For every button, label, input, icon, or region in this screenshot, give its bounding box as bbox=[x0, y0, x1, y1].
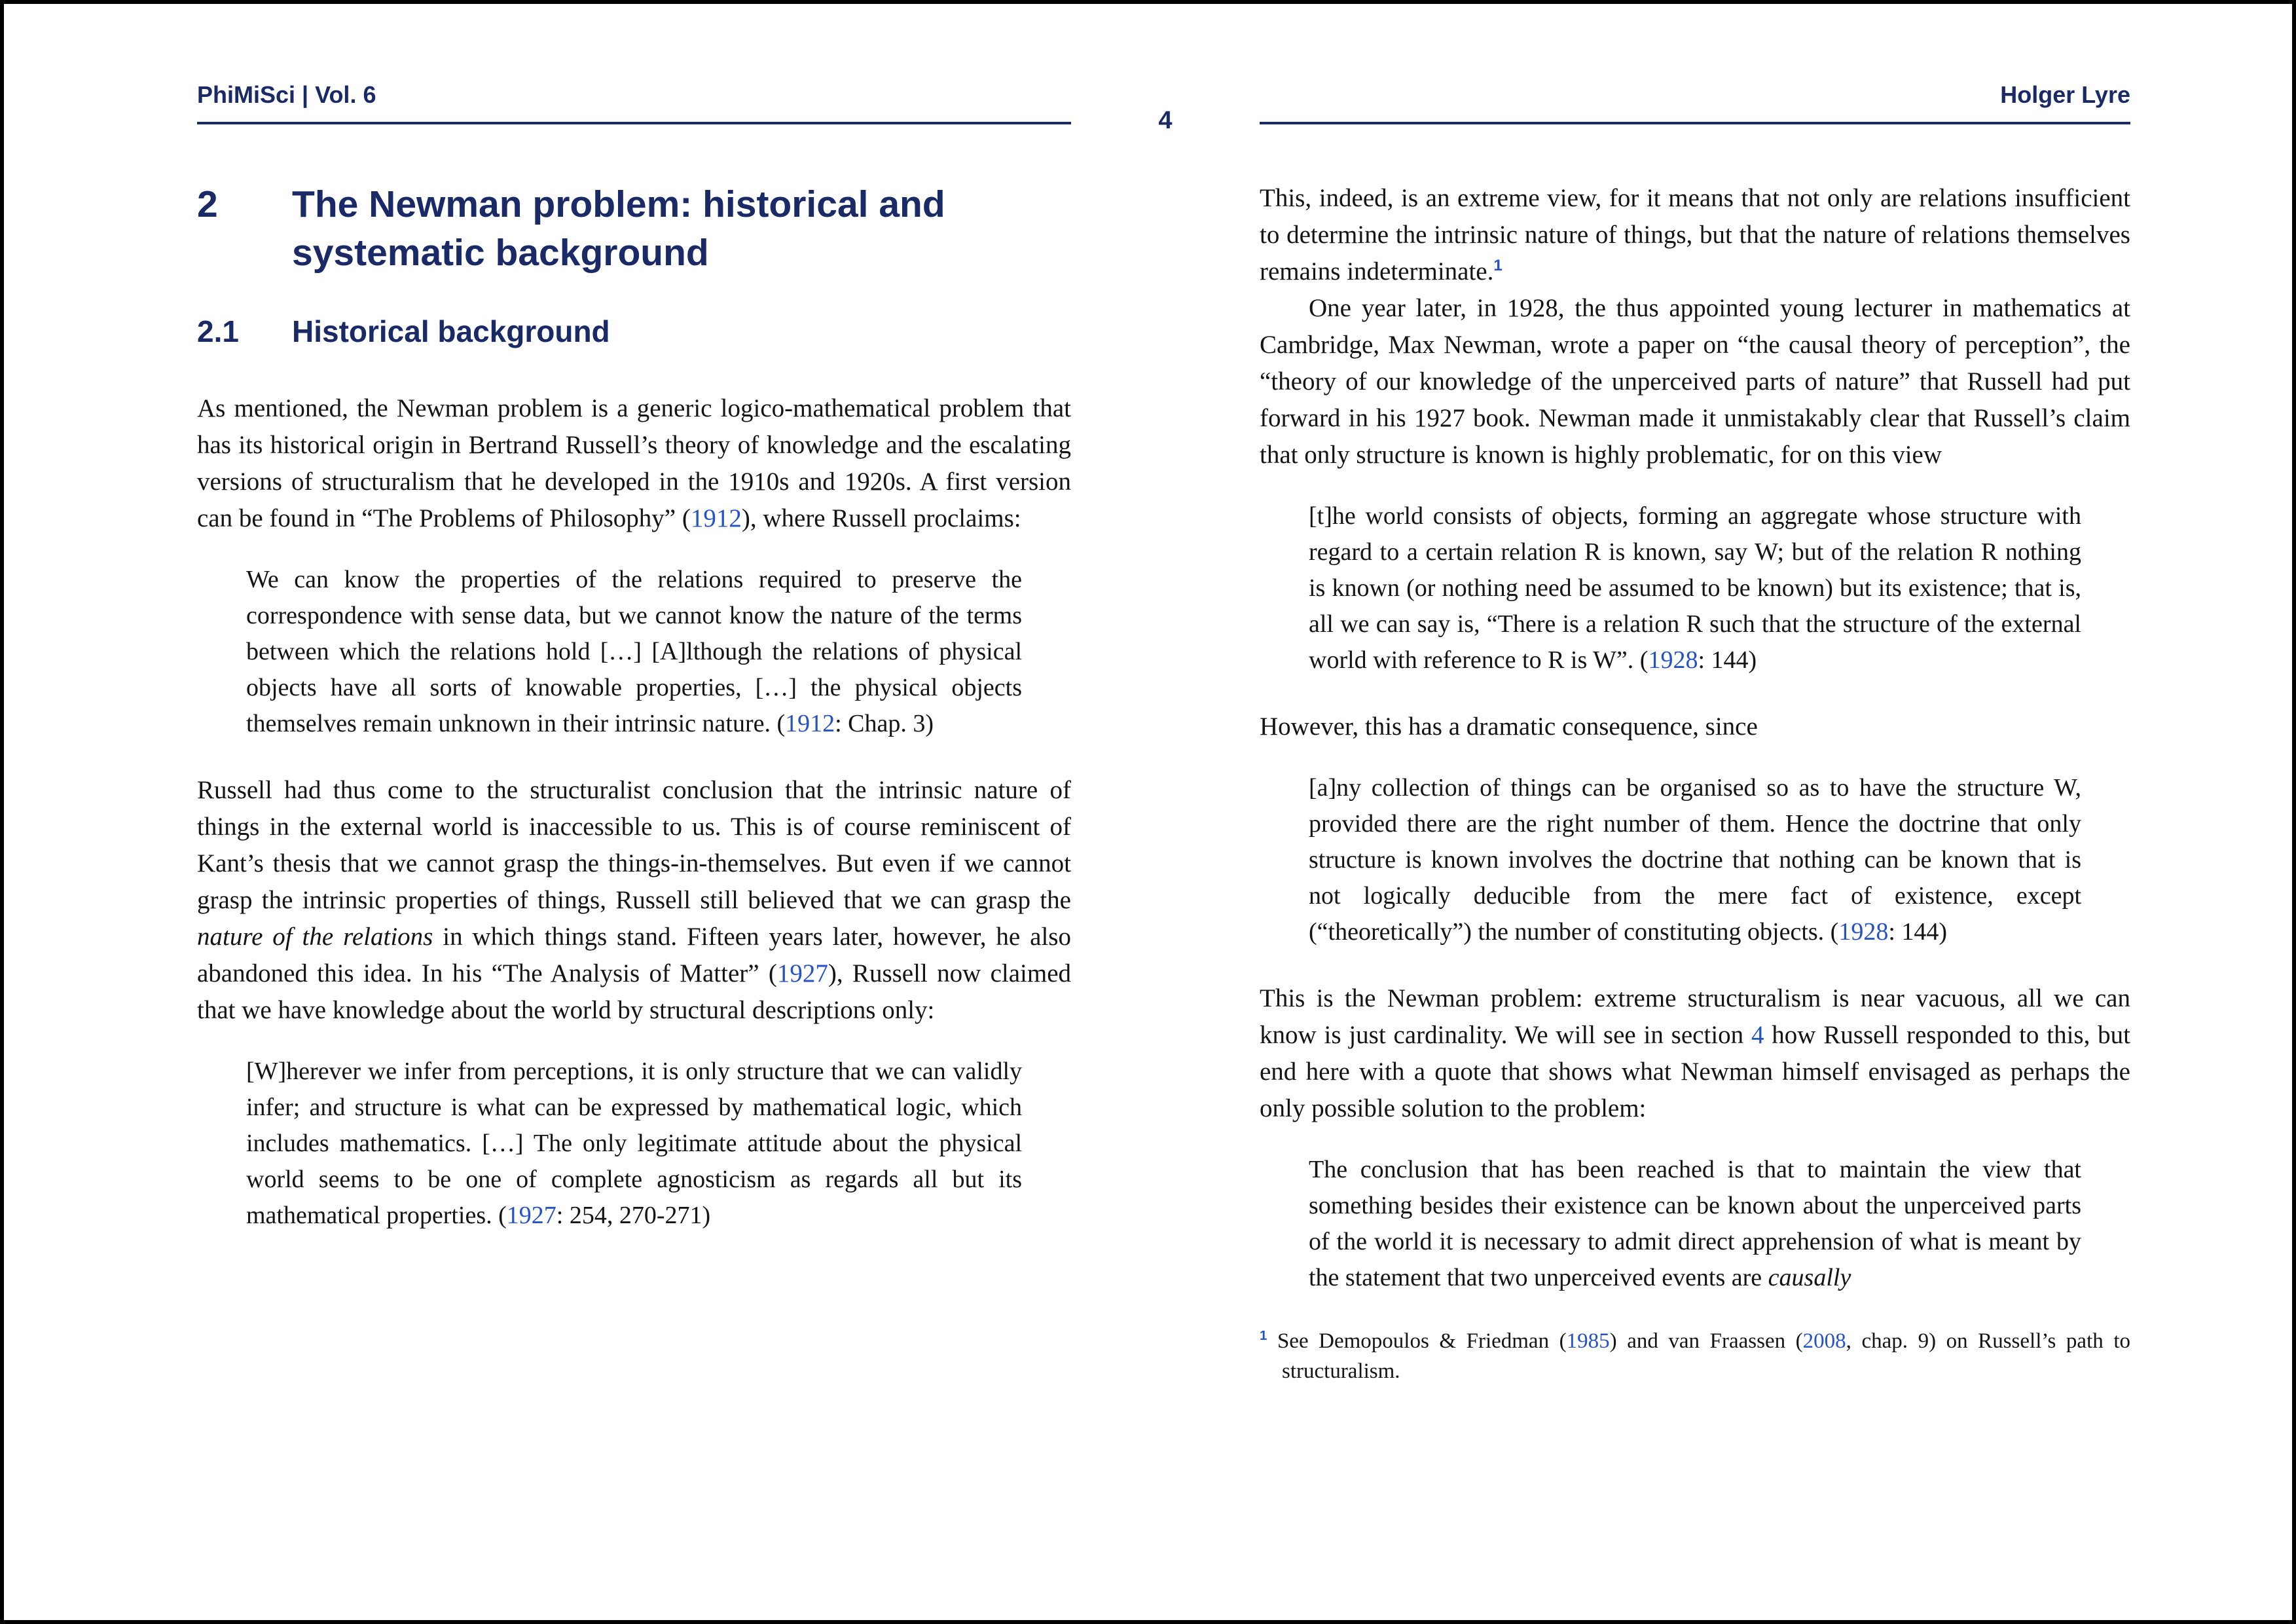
left-column bbox=[197, 180, 1071, 1386]
citation-link[interactable]: 1928 bbox=[1648, 646, 1698, 674]
text-run: [W]herever we infer from perceptions, it is only structure that we can validly infer; and structure is what can be expressed by mathematical logic, which includes mathematics. […] The only legitimate attitude about the physical world seems to be one of complete agnosticism as regards all but its mathematical properties. ( bbox=[246, 1058, 1022, 1229]
page-number: 4 bbox=[1158, 107, 1173, 134]
text-run: However, this has a dramatic consequence, since bbox=[1260, 712, 1758, 741]
paragraph bbox=[1260, 180, 2130, 290]
section-title: The Newman problem: historical and systematic background bbox=[292, 183, 945, 274]
blockquote bbox=[246, 562, 1022, 742]
text-run: : Chap. 3) bbox=[835, 710, 934, 737]
citation-link[interactable]: 1927 bbox=[776, 959, 828, 987]
citation-link[interactable]: 4 bbox=[1751, 1021, 1764, 1049]
text-run: As mentioned, the Newman problem is a generic logico-mathematical problem that has its historical origin in Bertrand Russell’s theory of knowledge and the escalating versions of structuralism that he developed in the 1910s and 1920s. A first version can be found in “The Problems of Philosophy” ( bbox=[197, 394, 1071, 532]
subsection-heading bbox=[197, 313, 1071, 350]
text-run: causally bbox=[1768, 1264, 1851, 1291]
right-column bbox=[1260, 180, 2130, 1386]
text-run: : 144) bbox=[1888, 918, 1948, 946]
text-run: [t]he world consists of objects, forming an aggregate whose structure with regard to a certain relation R is known, say W; but of the relation R nothing is known (or nothing need be assumed to be known) but its existence; that is, all we can say is, “There is a relation R such that the structure of the external world with reference to R is W”. ( bbox=[1309, 502, 2081, 674]
text-run: ) and van Fraassen ( bbox=[1609, 1329, 1803, 1353]
blockquote bbox=[246, 1054, 1022, 1234]
text-run: This, indeed, is an extreme view, for it means that not only are relations insufficient to determine the intrinsic nature of things, but that the nature of relations themselves remains indeterminate. bbox=[1260, 184, 2130, 286]
citation-link[interactable]: 1 bbox=[1493, 257, 1503, 274]
subsection-title: Historical background bbox=[292, 314, 610, 348]
subsection-number: 2.1 bbox=[197, 314, 239, 348]
text-run: The conclusion that has been reached is that to maintain the view that something besides their existence can be known about the unperceived parts of the world it is necessary to admit direct apprehension of what is meant by the statement that two unperceived events are bbox=[1309, 1156, 2081, 1291]
text-run: One year later, in 1928, the thus appointed young lecturer in mathematics at Cambridge, Max Newman, wrote a paper on “the causal theory of perception”, the “theory of our knowledge of the unperceived parts of nature” that Russell had put forward in his 1927 book. Newman made it unmistakably clear that Russell’s claim that only structure is known is highly problematic, for on this view bbox=[1260, 294, 2130, 469]
citation-link[interactable]: 1 bbox=[1260, 1328, 1267, 1343]
citation-link[interactable]: 1985 bbox=[1566, 1329, 1610, 1353]
text-run: This is the Newman problem: extreme structuralism is near vacuous, all we can know is just cardinality. We will see in section bbox=[1260, 984, 2130, 1049]
citation-link[interactable]: 1927 bbox=[506, 1202, 556, 1229]
text-run: See Demopoulos & Friedman ( bbox=[1267, 1329, 1567, 1353]
page-header bbox=[197, 81, 2130, 134]
text-run: : 254, 270-271) bbox=[556, 1202, 711, 1229]
page-content bbox=[4, 4, 2292, 1386]
two-column-body bbox=[197, 180, 2130, 1386]
paragraph bbox=[197, 772, 1071, 1029]
paragraph bbox=[1260, 290, 2130, 473]
citation-link[interactable]: 2008 bbox=[1802, 1329, 1846, 1353]
paragraph bbox=[197, 390, 1071, 537]
section-number: 2 bbox=[197, 183, 218, 225]
text-run: ), where Russell proclaims: bbox=[741, 504, 1021, 532]
text-run: in which things stand. Fifteen years later, however, he also abandoned this idea. In his “The Analysis of Matter” ( bbox=[197, 923, 1071, 987]
citation-link[interactable]: 1912 bbox=[690, 504, 742, 532]
text-run: : 144) bbox=[1698, 646, 1757, 674]
text-run: ), Russell now claimed that we have knowledge about the world by structural descriptions only: bbox=[197, 959, 1072, 1024]
citation-link[interactable]: 1928 bbox=[1838, 918, 1889, 946]
author-header: Holger Lyre bbox=[1260, 81, 2130, 124]
footnote bbox=[1260, 1326, 2130, 1386]
paragraph bbox=[1260, 980, 2130, 1127]
section-heading bbox=[197, 180, 1071, 277]
text-run: We can know the properties of the relations required to preserve the correspondence with sense data, but we cannot know the nature of the terms between which the relations hold […] [A]lthough the relations of physical objects have all sorts of knowable properties, […] the physical objects themselves remain unknown in their intrinsic nature. ( bbox=[246, 566, 1022, 737]
journal-volume-header: PhiMiSci | Vol. 6 bbox=[197, 81, 1071, 124]
citation-link[interactable]: 1912 bbox=[785, 710, 835, 737]
text-run: , chap. 9) on Russell’s path to structuralism. bbox=[1282, 1329, 2130, 1383]
blockquote bbox=[1309, 498, 2081, 678]
text-run: Russell had thus come to the structuralist conclusion that the intrinsic nature of things in the external world is inaccessible to us. This is of course reminiscent of Kant’s thesis that we cannot grasp the things-in-themselves. But even if we cannot grasp the intrinsic properties of things, Russell still believed that we can grasp the bbox=[197, 776, 1071, 914]
paragraph bbox=[1260, 709, 2130, 745]
text-run: how Russell responded to this, but end here with a quote that shows what Newman himself envisaged as perhaps the only possible solution to the problem: bbox=[1260, 1021, 2130, 1122]
text-run: nature of the relations bbox=[197, 923, 433, 951]
blockquote bbox=[1309, 770, 2081, 950]
text-run: [a]ny collection of things can be organised so as to have the structure W, provided there are the right number of them. Hence the doctrine that only structure is known involves the doctrine that nothing can be known that is not logically deducible from the mere fact of existence, except (“theoretically”) the number of constituting objects. ( bbox=[1309, 774, 2081, 946]
blockquote bbox=[1309, 1152, 2081, 1296]
